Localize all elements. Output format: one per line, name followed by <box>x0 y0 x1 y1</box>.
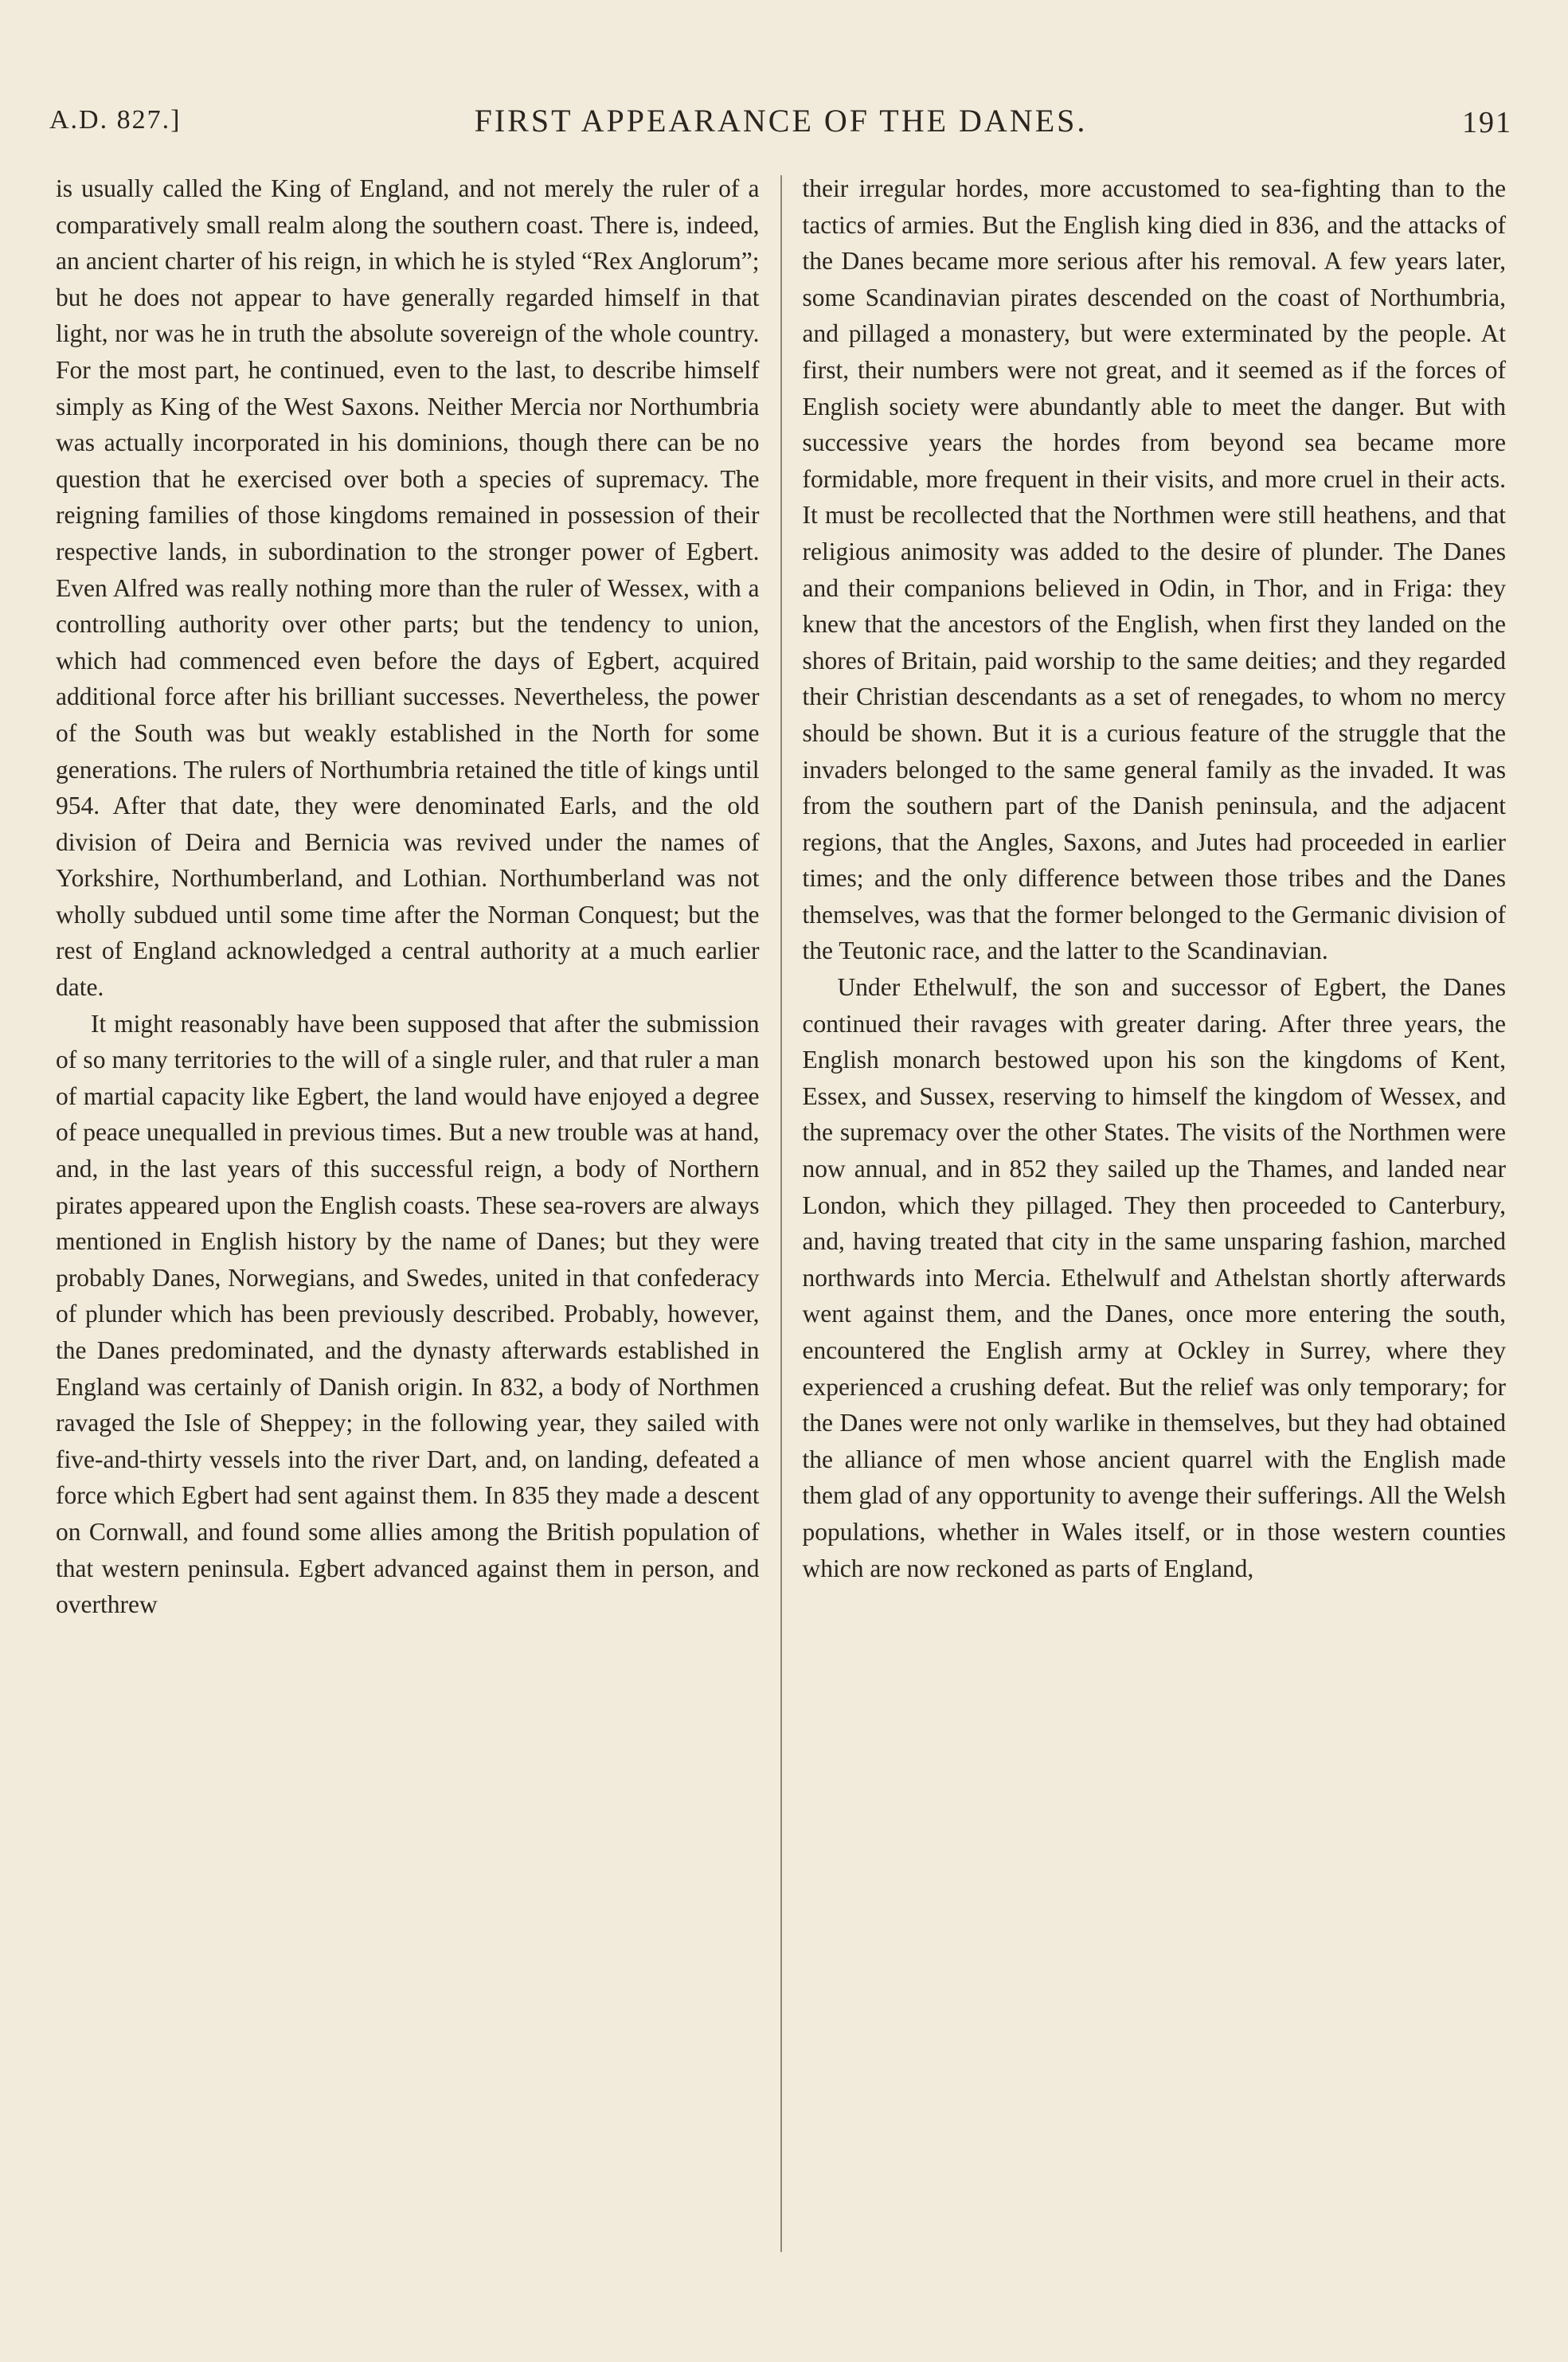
column-divider <box>780 175 782 2252</box>
left-column <box>51 170 780 2266</box>
page-number: 191 <box>1462 106 1512 139</box>
date-reference: A.D. 827.] <box>49 105 182 135</box>
text-columns <box>51 170 1512 2266</box>
paragraph: Under Ethelwulf, the son and successor of Egbert, the Danes continued their ravages with greater daring. After three years, the English monarch bestowed upon his son the kingdoms of Kent, Essex, and Sussex, reserving to himself the kingdom of Wessex, and the supremacy over the other States. The visits of the Northmen were now annual, and in 852 they sailed up the Thames, and landed near London, which they pillaged. They then proceeded to Canterbury, and, having treated that city in the same unsparing fashion, marched northwards into Mercia. Ethelwulf and Athelstan shortly afterwards went against them, and the Danes, once more entering the south, encountered the English army at Ockley in Surrey, where they experienced a crushing defeat. But the relief was only temporary; for the Danes were not only warlike in themselves, but they had obtained the alliance of men whose ancient quarrel with the English made them glad of any opportunity to avenge their sufferings. All the Welsh populations, whether in Wales itself, or in those western counties which are now reckoned as parts of England, <box>802 973 1506 1582</box>
right-column <box>782 170 1513 2266</box>
running-head <box>49 102 1512 142</box>
paragraph: It might reasonably have been supposed that after the submission of so many territories to the will of a single ruler, and that ruler a man of martial capacity like Egbert, the land would have enjoyed a degree of peace unequalled in previous times. But a new trouble was at hand, and, in the last years of this successful reign, a body of Northern pirates appeared upon the English coasts. These sea-rovers are always mentioned in English history by the name of Danes; but they were probably Danes, Norwegians, and Swedes, united in that confederacy of plunder which has been previously described. Probably, however, the Danes predominated, and the dynasty afterwards established in England was certainly of Danish origin. In 832, a body of Northmen ravaged the Isle of Sheppey; in the following year, they sailed with five-and-thirty vessels into the river Dart, and, on landing, defeated a force which Egbert had sent against them. In 835 they made a descent on Cornwall, and found some allies among the British population of that western peninsula. Egbert advanced against them in person, and overthrew <box>56 1009 760 1619</box>
chapter-title: FIRST APPEARANCE OF THE DANES. <box>474 103 1088 139</box>
paragraph: their irregular hordes, more accustomed to sea-fighting than to the tactics of armies. But the English king died in 836, and the attacks of the Danes became more serious after his removal. A few years later, some Scandinavian pirates descended on the coast of Northumbria, and pillaged a monastery, but were exterminated by the people. At first, their numbers were not great, and it seemed as if the forces of English society were abundantly able to meet the danger. But with successive years the hordes from beyond sea became more formidable, more frequent in their visits, and more cruel in their acts. It must be recollected that the Northmen were still heathens, and that religious animosity was added to the desire of plunder. The Danes and their companions believed in Odin, in Thor, and in Friga: they knew that the ancestors of the English, when first they landed on the shores of Britain, paid worship to the same deities; and they regarded their Christian descendants as a set of renegades, to whom no mercy should be shown. But it is a curious feature of the struggle that the invaders belonged to the same general family as the invaded. It was from the southern part of the Danish peninsula, and the adjacent regions, that the Angles, Saxons, and Jutes had proceeded in earlier times; and the only difference between those tribes and the Danes themselves, was that the former belonged to the Germanic division of the Teutonic race, and the latter to the Scandinavian. <box>802 174 1506 965</box>
paragraph: is usually called the King of England, and not merely the ruler of a comparatively small realm along the southern coast. There is, indeed, an ancient charter of his reign, in which he is styled “Rex Anglorum”; but he does not appear to have generally regarded himself in that light, nor was he in truth the absolute sovereign of the whole country. For the most part, he continued, even to the last, to describe himself simply as King of the West Saxons. Neither Mercia nor Northumbria was actually incorporated in his dominions, though there can be no question that he exercised over both a species of supremacy. The reigning families of those kingdoms remained in possession of their respective lands, in subordination to the stronger power of Egbert. Even Alfred was really nothing more than the ruler of Wessex, with a controlling authority over other parts; but the tendency to union, which had commenced even before the days of Egbert, acquired additional force after his brilliant successes. Nevertheless, the power of the South was but weakly established in the North for some generations. The rulers of Northumbria retained the title of kings until 954. After that date, they were denominated Earls, and the old division of Deira and Bernicia was revived under the names of Yorkshire, Northumberland, and Lothian. Northumberland was not wholly subdued until some time after the Norman Conquest; but the rest of England acknowledged a central authority at a much earlier date. <box>56 174 760 1002</box>
